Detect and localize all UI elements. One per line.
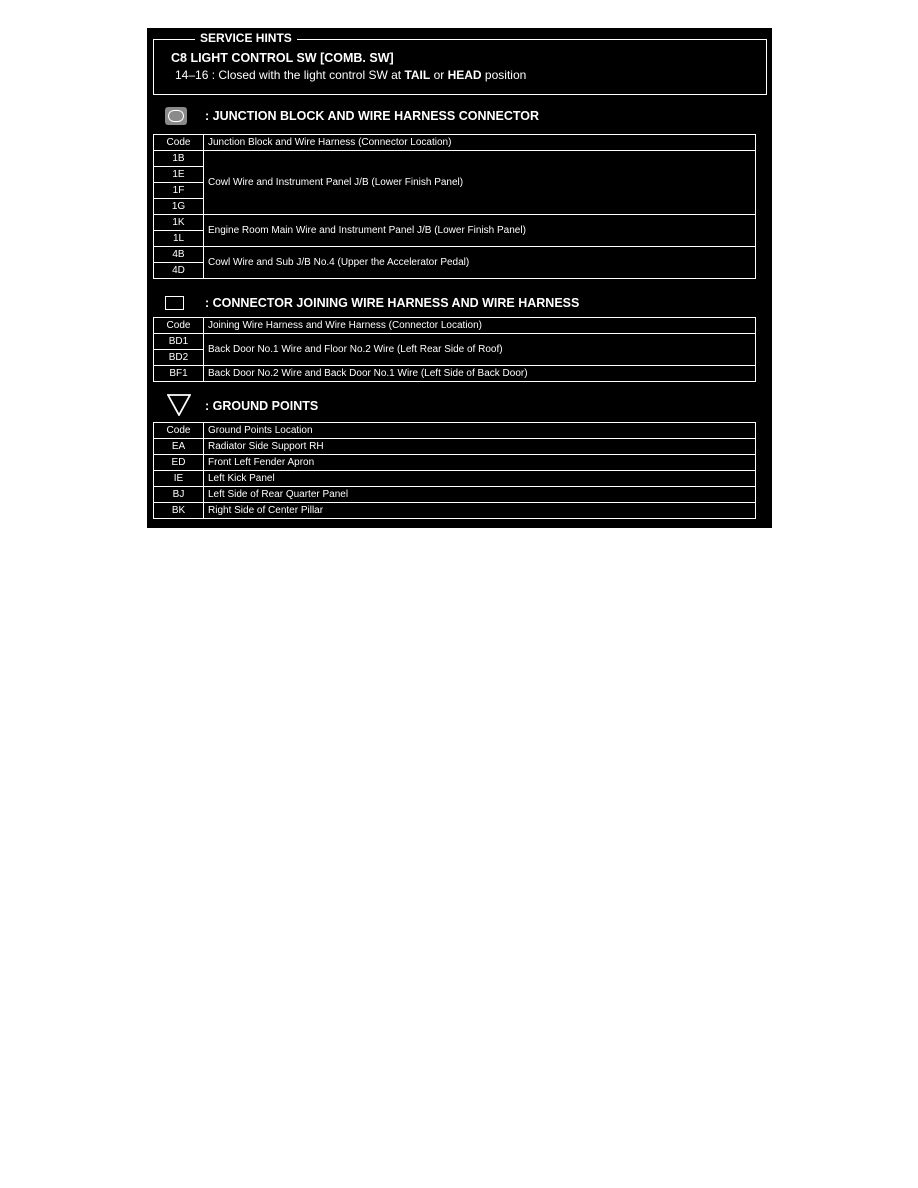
service-hints-heading: C8 LIGHT CONTROL SW [COMB. SW] — [171, 51, 394, 65]
code-cell: BD1 — [154, 334, 204, 350]
service-hints-title: SERVICE HINTS — [195, 31, 297, 45]
code-cell: BF1 — [154, 366, 204, 382]
code-cell: IE — [154, 471, 204, 487]
connector-square-icon — [165, 296, 184, 310]
code-cell: EA — [154, 439, 204, 455]
table-row — [154, 334, 756, 350]
table-header-row — [154, 318, 756, 334]
code-cell: 4D — [154, 263, 204, 279]
table-row — [154, 151, 756, 167]
tail-text: TAIL — [404, 68, 431, 82]
service-hints-box — [153, 39, 767, 95]
location-header: Joining Wire Harness and Wire Harness (Connector Location) — [204, 318, 756, 334]
table-row — [154, 215, 756, 231]
code-cell: 1E — [154, 167, 204, 183]
junction-block-icon — [165, 107, 187, 125]
code-cell: 1K — [154, 215, 204, 231]
code-cell: 1L — [154, 231, 204, 247]
code-cell: ED — [154, 455, 204, 471]
junction-section-title: : JUNCTION BLOCK AND WIRE HARNESS CONNECTOR — [205, 109, 540, 123]
service-hints-line-prefix: 14–16 : Closed with the light control SW at — [175, 68, 405, 82]
code-header: Code — [154, 423, 204, 439]
connector-table — [153, 317, 756, 382]
code-cell: 4B — [154, 247, 204, 263]
location-cell: Cowl Wire and Instrument Panel J/B (Lower Finish Panel) — [204, 151, 756, 215]
wiring-reference-panel — [147, 28, 772, 528]
table-row — [154, 366, 756, 382]
ground-triangle-icon — [167, 394, 191, 416]
table-header-row — [154, 423, 756, 439]
location-cell: Engine Room Main Wire and Instrument Panel J/B (Lower Finish Panel) — [204, 215, 756, 247]
location-cell: Right Side of Center Pillar — [204, 503, 756, 519]
code-cell: BD2 — [154, 350, 204, 366]
location-cell: Radiator Side Support RH — [204, 439, 756, 455]
location-cell: Back Door No.2 Wire and Back Door No.1 Wire (Left Side of Back Door) — [204, 366, 756, 382]
location-cell: Front Left Fender Apron — [204, 455, 756, 471]
connector-section-title: : CONNECTOR JOINING WIRE HARNESS AND WIRE HARNESS — [205, 296, 580, 310]
code-cell: 1G — [154, 199, 204, 215]
table-row — [154, 471, 756, 487]
table-row — [154, 503, 756, 519]
ground-section-title: : GROUND POINTS — [205, 399, 319, 413]
table-row — [154, 487, 756, 503]
location-cell: Left Side of Rear Quarter Panel — [204, 487, 756, 503]
code-cell: 1B — [154, 151, 204, 167]
code-cell: BJ — [154, 487, 204, 503]
code-header: Code — [154, 135, 204, 151]
location-header: Junction Block and Wire Harness (Connector Location) — [204, 135, 756, 151]
table-row — [154, 439, 756, 455]
location-cell: Cowl Wire and Sub J/B No.4 (Upper the Accelerator Pedal) — [204, 247, 756, 279]
table-header-row — [154, 135, 756, 151]
code-cell: BK — [154, 503, 204, 519]
or-text: or — [430, 68, 448, 82]
location-header: Ground Points Location — [204, 423, 756, 439]
location-cell: Left Kick Panel — [204, 471, 756, 487]
ground-table — [153, 422, 756, 519]
code-cell: 1F — [154, 183, 204, 199]
service-hints-line — [175, 68, 526, 82]
table-row — [154, 247, 756, 263]
junction-table — [153, 134, 756, 279]
head-text: HEAD — [447, 68, 482, 82]
code-header: Code — [154, 318, 204, 334]
location-cell: Back Door No.1 Wire and Floor No.2 Wire (Left Rear Side of Roof) — [204, 334, 756, 366]
service-hints-line-suffix: position — [481, 68, 527, 82]
table-row — [154, 455, 756, 471]
